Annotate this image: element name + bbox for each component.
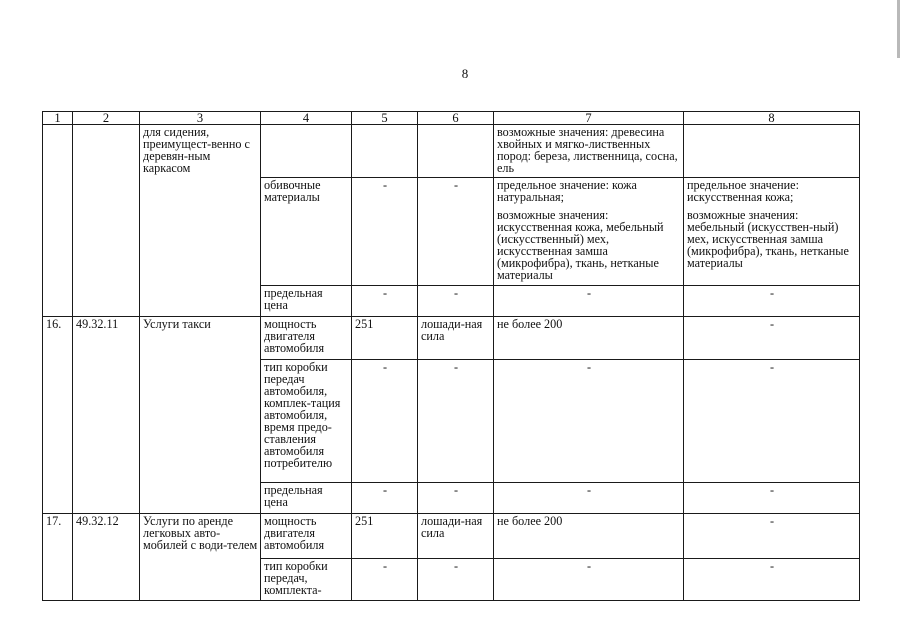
cell-value-senior: - (494, 559, 684, 601)
cell-unit-name: лошади-ная сила (418, 514, 494, 559)
header-cell: 1 (43, 112, 73, 125)
table-row (43, 317, 860, 360)
cell-unit-code: 251 (352, 317, 418, 360)
cell-unit-name: лошади-ная сила (418, 317, 494, 360)
cell-characteristic (261, 125, 352, 178)
cell-unit-code (352, 125, 418, 178)
cell-characteristic: мощность двигателя автомобиля (261, 317, 352, 360)
header-cell: 5 (352, 112, 418, 125)
cell-characteristic: предельная цена (261, 483, 352, 514)
header-cell: 8 (684, 112, 860, 125)
cell-unit-name: - (418, 360, 494, 483)
scan-edge-mark (897, 0, 900, 58)
cell-unit-name (418, 125, 494, 178)
possible-values-text: возможные значения: мебельный (искусствен-ный) мех, искусственная замша (микрофибра), ткань, нетканые материалы (687, 208, 849, 270)
requirements-table (42, 111, 860, 601)
cell-value-senior: не более 200 (494, 514, 684, 559)
cell-value-senior: - (494, 286, 684, 317)
cell-unit-code: - (352, 483, 418, 514)
cell-value-senior: - (494, 360, 684, 483)
cell-code (73, 125, 140, 317)
cell-number: 17. (43, 514, 73, 601)
cell-value-other (684, 125, 860, 178)
cell-value-other: - (684, 514, 860, 559)
header-cell: 6 (418, 112, 494, 125)
cell-number (43, 125, 73, 317)
cell-code: 49.32.11 (73, 317, 140, 514)
cell-unit-name: - (418, 286, 494, 317)
cell-unit-code: - (352, 178, 418, 286)
cell-unit-code: - (352, 286, 418, 317)
header-cell: 2 (73, 112, 140, 125)
cell-value-other: - (684, 317, 860, 360)
limit-value-text: предельное значение: искусственная кожа; (687, 178, 799, 204)
cell-characteristic: обивочные материалы (261, 178, 352, 286)
limit-value-text: предельное значение: кожа натуральная; (497, 178, 637, 204)
cell-value-senior: не более 200 (494, 317, 684, 360)
cell-characteristic: мощность двигателя автомобиля (261, 514, 352, 559)
cell-value-other: - (684, 286, 860, 317)
cell-value-other: - (684, 483, 860, 514)
cell-description: для сидения, преимущест-венно с деревян-ным каркасом (140, 125, 261, 317)
cell-number: 16. (43, 317, 73, 514)
header-cell: 3 (140, 112, 261, 125)
column-number-row (43, 112, 860, 125)
cell-characteristic: тип коробки передач, комплекта- (261, 559, 352, 601)
cell-unit-code: - (352, 559, 418, 601)
cell-value-other: - (684, 559, 860, 601)
cell-description: Услуги по аренде легковых авто-мобилей с води-телем (140, 514, 261, 601)
cell-unit-code: 251 (352, 514, 418, 559)
header-cell: 4 (261, 112, 352, 125)
cell-value-other (684, 178, 860, 286)
table-row (43, 514, 860, 559)
cell-unit-code: - (352, 360, 418, 483)
cell-description: Услуги такси (140, 317, 261, 514)
cell-unit-name: - (418, 178, 494, 286)
cell-value-senior: возможные значения: древесина хвойных и мягко-лиственных пород: береза, лиственница, сосна, ель (494, 125, 684, 178)
cell-code: 49.32.12 (73, 514, 140, 601)
cell-characteristic: предельная цена (261, 286, 352, 317)
cell-unit-name: - (418, 559, 494, 601)
cell-value-other: - (684, 360, 860, 483)
table-row (43, 125, 860, 178)
cell-value-senior: - (494, 483, 684, 514)
cell-unit-name: - (418, 483, 494, 514)
cell-value-senior (494, 178, 684, 286)
cell-characteristic: тип коробки передач автомобиля, комплек-тация автомобиля, время предо-ставления автомобиля потребителю (261, 360, 352, 483)
possible-values-text: возможные значения: искусственная кожа, мебельный (искусственный) мех, искусственная замша (микрофибра), ткань, нетканые материалы (497, 208, 664, 282)
page-number: 8 (461, 66, 469, 81)
header-cell: 7 (494, 112, 684, 125)
